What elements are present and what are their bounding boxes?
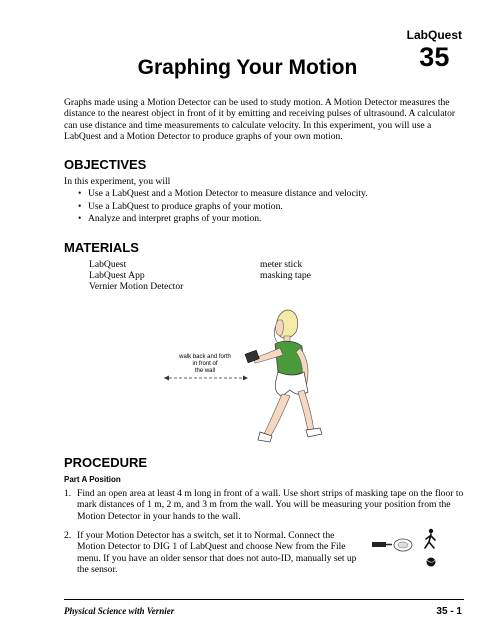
figure-caption-line: the wall: [194, 368, 216, 374]
intro-paragraph: Graphs made using a Motion Detector can be used to study motion. A Motion Detector measures the distance to the nearest object in front of it by emitting and receiving pulses of ultrasound. A calculator can use distance and time measurements to calculate velocity. In this experiment, you will use a LabQuest and a Motion Detector to produce graphs of your own motion.: [64, 97, 456, 143]
page-number: 35 - 1: [436, 606, 462, 617]
procedure-step: [64, 530, 364, 576]
walking-person-illustration: [245, 310, 322, 442]
objectives-heading: OBJECTIVES: [64, 157, 147, 172]
figure-caption-line: in front of: [192, 361, 218, 367]
materials-right-column: [260, 259, 311, 281]
part-a-subheading: Part A Position: [64, 475, 121, 484]
footer-rule: [64, 599, 464, 600]
motion-detector-icons: [370, 526, 440, 571]
figure-caption-line: walk back and forth: [179, 354, 231, 360]
objectives-list: [76, 188, 466, 226]
material-item: meter stick: [260, 259, 303, 270]
step-text: If your Motion Detector has a switch, set it to Normal. Connect the Motion Detector to DIG 1 of LabQuest and choose New from the File menu. If you have an older sensor that does not auto-ID, manually set up the sensor.: [77, 530, 357, 576]
material-item: LabQuest App: [89, 270, 145, 281]
objective-item: • Use a LabQuest to produce graphs of your motion.: [76, 201, 466, 214]
page-title: Graphing Your Motion: [137, 56, 358, 79]
step-number: 1.: [64, 488, 72, 499]
experiment-number: 35: [419, 42, 450, 72]
material-item: LabQuest: [89, 259, 127, 270]
material-item: Vernier Motion Detector: [89, 281, 184, 292]
motion-detector-icon: [394, 539, 412, 551]
materials-left-column: [89, 259, 183, 292]
material-item: masking tape: [260, 270, 311, 281]
step-text: Find an open area at least 4 m long in front of a wall. Use short strips of masking tape on the floor to mark distances of 1 m, 2 m, and 3 m from the wall. You will be measuring your position from the Motion Detector in your hands to the wall.: [77, 488, 464, 522]
objective-item: • Use a LabQuest and a Motion Detector to measure distance and velocity.: [76, 188, 466, 201]
ball-icon: [427, 558, 436, 567]
book-title: Physical Science with Vernier: [64, 606, 175, 616]
materials-heading: MATERIALS: [64, 240, 139, 255]
cable-icon: [372, 542, 392, 547]
walking-person-icon: [425, 529, 435, 548]
arrowhead-left-icon: [164, 376, 169, 381]
walking-person-figure: [150, 300, 350, 450]
step-number: 2.: [64, 530, 72, 541]
product-name: LabQuest: [406, 28, 462, 42]
procedure-heading: PROCEDURE: [64, 455, 148, 470]
objective-item: • Analyze and interpret graphs of your motion.: [76, 213, 466, 226]
objectives-lead: In this experiment, you will: [64, 176, 171, 187]
procedure-step: [64, 488, 464, 522]
arrowhead-right-icon: [243, 376, 248, 381]
